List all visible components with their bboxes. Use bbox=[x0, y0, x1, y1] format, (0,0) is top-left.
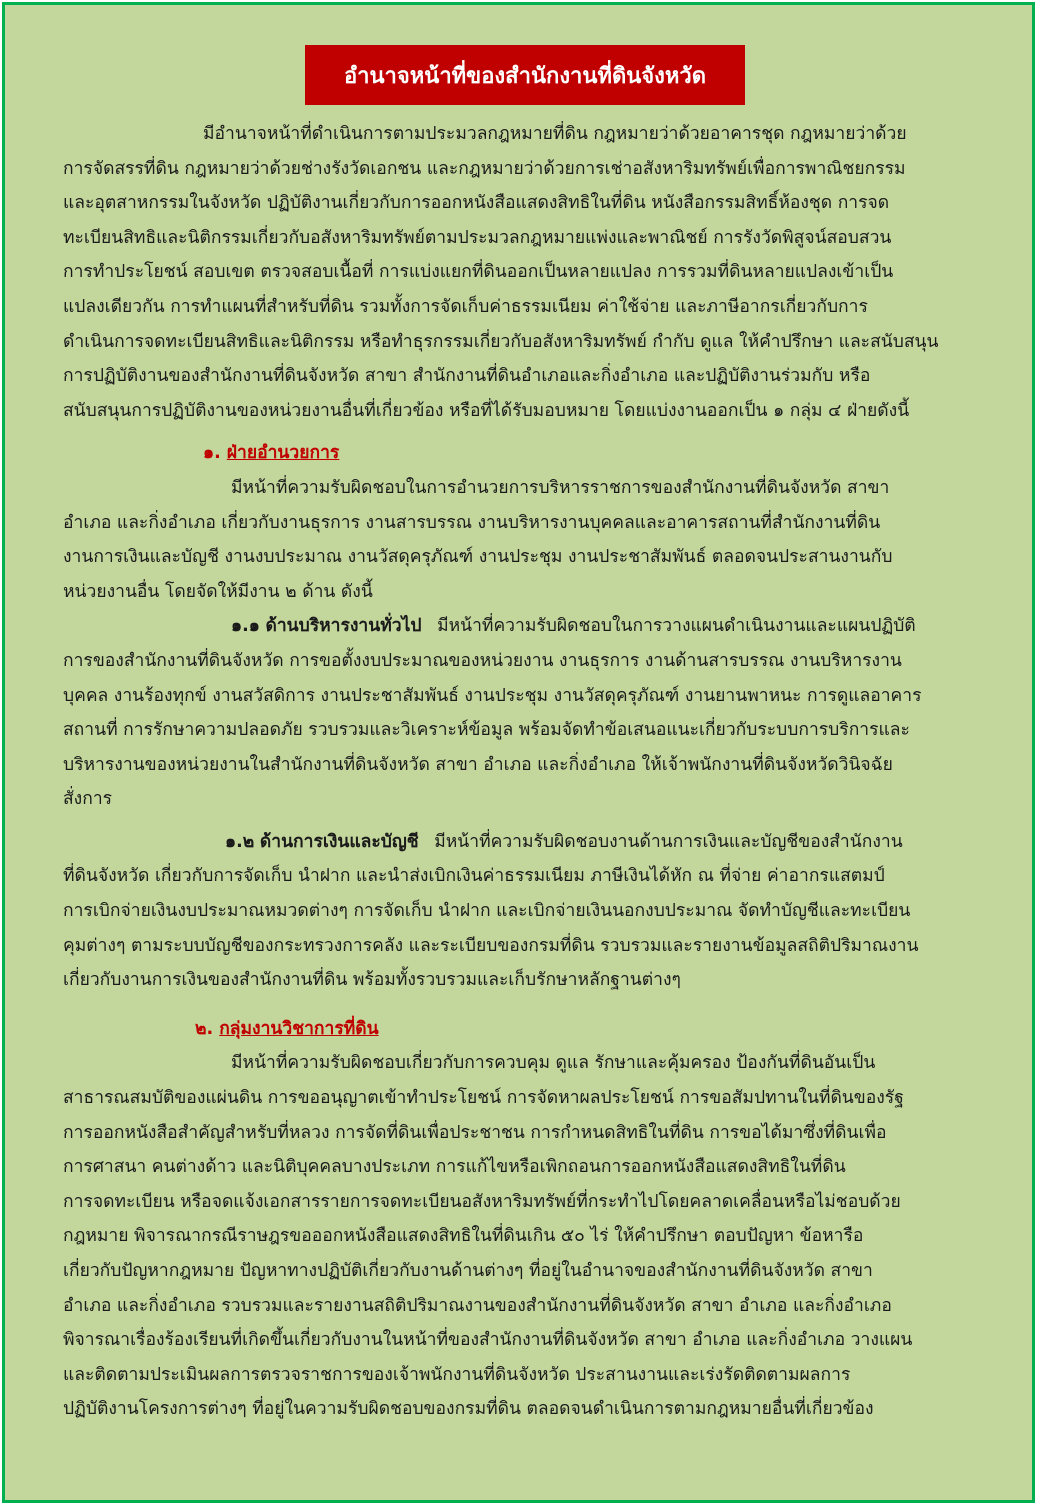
subsection-1-2-line: เกี่ยวกับงานการเงินของสำนักงานที่ดิน พร้อมทั้งรวบรวมและเก็บรักษาหลักฐานต่างๆ bbox=[63, 970, 681, 991]
intro-line: และอุตสาหกรรมในจังหวัด ปฏิบัติงานเกี่ยวกับการออกหนังสือแสดงสิทธิในที่ดิน หนังสือกรรมสิทธิ์ห้องชุด การจด bbox=[63, 193, 890, 214]
subsection-1-1-line: สั่งการ bbox=[63, 789, 113, 810]
section-2-line: การออกหนังสือสำคัญสำหรับที่หลวง การจัดที่ดินเพื่อประชาชน การกำหนดสิทธิในที่ดิน การขอได้มาซึ่งที่ดินเพื่อ bbox=[63, 1122, 887, 1143]
section-2-line: กฎหมาย พิจารณากรณีราษฎรขอออกหนังสือแสดงสิทธิในที่ดินเกิน ๕๐ ไร่ ให้คำปรึกษา ตอบปัญหา ข้อหารือ bbox=[63, 1226, 864, 1247]
subsection-1-1-title: ด้านบริหารงานทั่วไป bbox=[265, 616, 422, 637]
subsection-1-1-line: สถานที่ การรักษาความปลอดภัย รวบรวมและวิเคราะห์ข้อมูล พร้อมจัดทำข้อเสนอแนะเกี่ยวกับระบบการบริการและ bbox=[63, 720, 910, 741]
spacer bbox=[63, 817, 993, 825]
page-title: อำนาจหน้าที่ของสำนักงานที่ดินจังหวัด bbox=[343, 63, 707, 89]
section-1-line: มีหน้าที่ความรับผิดชอบในการอำนวยการบริหารราชการของสำนักงานที่ดินจังหวัด สาขา bbox=[231, 477, 890, 498]
subsection-1-2-line: ที่ดินจังหวัด เกี่ยวกับการจัดเก็บ นำฝาก และนำส่งเบิกเงินค่าธรรมเนียม ภาษีเงินได้หัก ณ ที่จ่าย ค่าอากรแสตมป์ bbox=[63, 866, 885, 887]
section-1-heading bbox=[63, 436, 993, 471]
section-2-title: กลุ่มงานวิชาการที่ดิน bbox=[219, 1018, 379, 1039]
subsection-1-2-line: การเบิกจ่ายเงินงบประมาณหมวดต่างๆ การจัดเก็บ นำฝาก และเบิกจ่ายเงินนอกงบประมาณ จัดทำบัญชีและทะเบียน bbox=[63, 901, 911, 922]
section-2-heading bbox=[63, 1012, 993, 1047]
subsection-1-1-line: บุคคล งานร้องทุกข์ งานสวัสดิการ งานประชาสัมพันธ์ งานประชุม งานวัสดุครุภัณฑ์ งานยานพาหนะ การดูแลอาคาร bbox=[63, 685, 922, 706]
section-2-line: การจดทะเบียน หรือจดแจ้งเอกสารรายการจดทะเบียนอสังหาริมทรัพย์ที่กระทำไปโดยคลาดเคลื่อนหรือไม่ชอบด้วย bbox=[63, 1191, 901, 1212]
document-page bbox=[2, 2, 1035, 1503]
section-1-line: งานการเงินและบัญชี งานงบประมาณ งานวัสดุครุภัณฑ์ งานประชุม งานประชาสัมพันธ์ ตลอดจนประสานงานกับ bbox=[63, 547, 893, 568]
section-2-line: มีหน้าที่ความรับผิดชอบเกี่ยวกับการควบคุม ดูแล รักษาและคุ้มครอง ป้องกันที่ดินอันเป็น bbox=[231, 1053, 876, 1074]
intro-line: การจัดสรรที่ดิน กฎหมายว่าด้วยช่างรังวัดเอกชน และกฎหมายว่าด้วยการเช่าอสังหาริมทรัพย์เพื่อการพาณิชยกรรม bbox=[63, 158, 906, 179]
spacer bbox=[63, 998, 993, 1012]
section-2-number: ๒. bbox=[195, 1018, 214, 1039]
subsection-1-1-line: บริหารงานของหน่วยงานในสำนักงานที่ดินจังหวัด สาขา อำเภอ และกิ่งอำเภอ ให้เจ้าพนักงานที่ดินจังหวัดวินิจฉัย bbox=[63, 754, 893, 775]
intro-line: การปฏิบัติงานของสำนักงานที่ดินจังหวัด สาขา สำนักงานที่ดินอำเภอและกิ่งอำเภอ และปฏิบัติงานร่วมกับ หรือ bbox=[63, 366, 871, 387]
subsection-1-2-number: ๑.๒ bbox=[225, 831, 255, 852]
intro-line: ทะเบียนสิทธิและนิติกรรมเกี่ยวกับอสังหาริมทรัพย์ตามประมวลกฎหมายแพ่งและพาณิชย์ การรังวัดพิสูจน์สอบสวน bbox=[63, 227, 892, 248]
intro-line: สนับสนุนการปฏิบัติงานของหน่วยงานอื่นที่เกี่ยวข้อง หรือที่ได้รับมอบหมาย โดยแบ่งงานออกเป็น ๑ กลุ่ม ๔ ฝ่ายดังนี้ bbox=[63, 400, 910, 421]
subsection-1-1-first: มีหน้าที่ความรับผิดชอบในการวางแผนดำเนินงานและแผนปฏิบัติ bbox=[437, 616, 916, 637]
document-body bbox=[63, 117, 993, 1427]
section-1-line: อำเภอ และกิ่งอำเภอ เกี่ยวกับงานธุรการ งานสารบรรณ งานบริหารงานบุคคลและอาคารสถานที่สำนักงานที่ดิน bbox=[63, 512, 881, 533]
section-2-line: เกี่ยวกับปัญหากฎหมาย ปัญหาทางปฏิบัติเกี่ยวกับงานด้านต่างๆ ที่อยู่ในอำนาจของสำนักงานที่ดินจังหวัด สาขา bbox=[63, 1261, 873, 1281]
intro-line: การทำประโยชน์ สอบเขต ตรวจสอบเนื้อที่ การแบ่งแยกที่ดินออกเป็นหลายแปลง การรวมที่ดินหลายแปลงเข้าเป็น bbox=[63, 262, 894, 283]
subsection-1-2-first: มีหน้าที่ความรับผิดชอบงานด้านการเงินและบัญชีของสำนักงาน bbox=[434, 831, 903, 852]
section-2-line: ปฏิบัติงานโครงการต่างๆ ที่อยู่ในความรับผิดชอบของกรมที่ดิน ตลอดจนดำเนินการตามกฎหมายอื่นที่เกี่ยวข้อง bbox=[63, 1399, 874, 1420]
subsection-1-1-number: ๑.๑ bbox=[231, 616, 260, 637]
subsection-1-2-title: ด้านการเงินและบัญชี bbox=[259, 831, 419, 852]
section-1-line: หน่วยงานอื่น โดยจัดให้มีงาน ๒ ด้าน ดังนี้ bbox=[63, 581, 373, 602]
spacer bbox=[63, 428, 993, 436]
subsection-1-1-line: การของสำนักงานที่ดินจังหวัด การขอตั้งงบประมาณของหน่วยงาน งานธุรการ งานด้านสารบรรณ งานบริหารงาน bbox=[63, 650, 902, 671]
section-2-line: อำเภอ และกิ่งอำเภอ รวบรวมและรายงานสถิติปริมาณงานของสำนักงานที่ดินจังหวัด สาขา อำเภอ และกิ่งอำเภอ bbox=[63, 1295, 892, 1316]
section-1-title: ฝ่ายอำนวยการ bbox=[226, 443, 340, 464]
intro-line: แปลงเดียวกัน การทำแผนที่สำหรับที่ดิน รวมทั้งการจัดเก็บค่าธรรมเนียม ค่าใช้จ่าย และภาษีอากรเกี่ยวกับการ bbox=[63, 296, 868, 317]
section-2-line: สาธารณสมบัติของแผ่นดิน การขออนุญาตเข้าทำประโยชน์ การจัดหาผลประโยชน์ การขอสัมปทานในที่ดินของรัฐ bbox=[63, 1088, 904, 1109]
intro-line: ดำเนินการจดทะเบียนสิทธิและนิติกรรม หรือทำธุรกรรมเกี่ยวกับอสังหาริมทรัพย์ กำกับ ดูแล ให้คำปรึกษา และสนับสนุน bbox=[63, 331, 939, 352]
section-1-number: ๑. bbox=[203, 443, 221, 464]
intro-line: มีอำนาจหน้าที่ดำเนินการตามประมวลกฎหมายที่ดิน กฎหมายว่าด้วยอาคารชุด กฎหมายว่าด้วย bbox=[203, 124, 907, 144]
subsection-1-1-heading bbox=[63, 609, 993, 644]
section-2-line: และติดตามประเมินผลการตรวจราชการของเจ้าพนักงานที่ดินจังหวัด ประสานงานและเร่งรัดติดตามผลการ bbox=[63, 1364, 851, 1385]
subsection-1-2-line: คุมต่างๆ ตามระบบบัญชีของกระทรวงการคลัง และระเบียบของกรมที่ดิน รวบรวมและรายงานข้อมูลสถิติปริมาณงาน bbox=[63, 935, 919, 956]
section-2-line: การศาสนา คนต่างด้าว และนิติบุคคลบางประเภท การแก้ไขหรือเพิกถอนการออกหนังสือแสดงสิทธิในที่ดิน bbox=[63, 1157, 846, 1178]
title-banner bbox=[305, 45, 745, 105]
section-2-line: พิจารณาเรื่องร้องเรียนที่เกิดขึ้นเกี่ยวกับงานในหน้าที่ของสำนักงานที่ดินจังหวัด สาขา อำเภอ และกิ่งอำเภอ วางแผน bbox=[63, 1330, 913, 1351]
subsection-1-2-heading bbox=[63, 825, 993, 860]
